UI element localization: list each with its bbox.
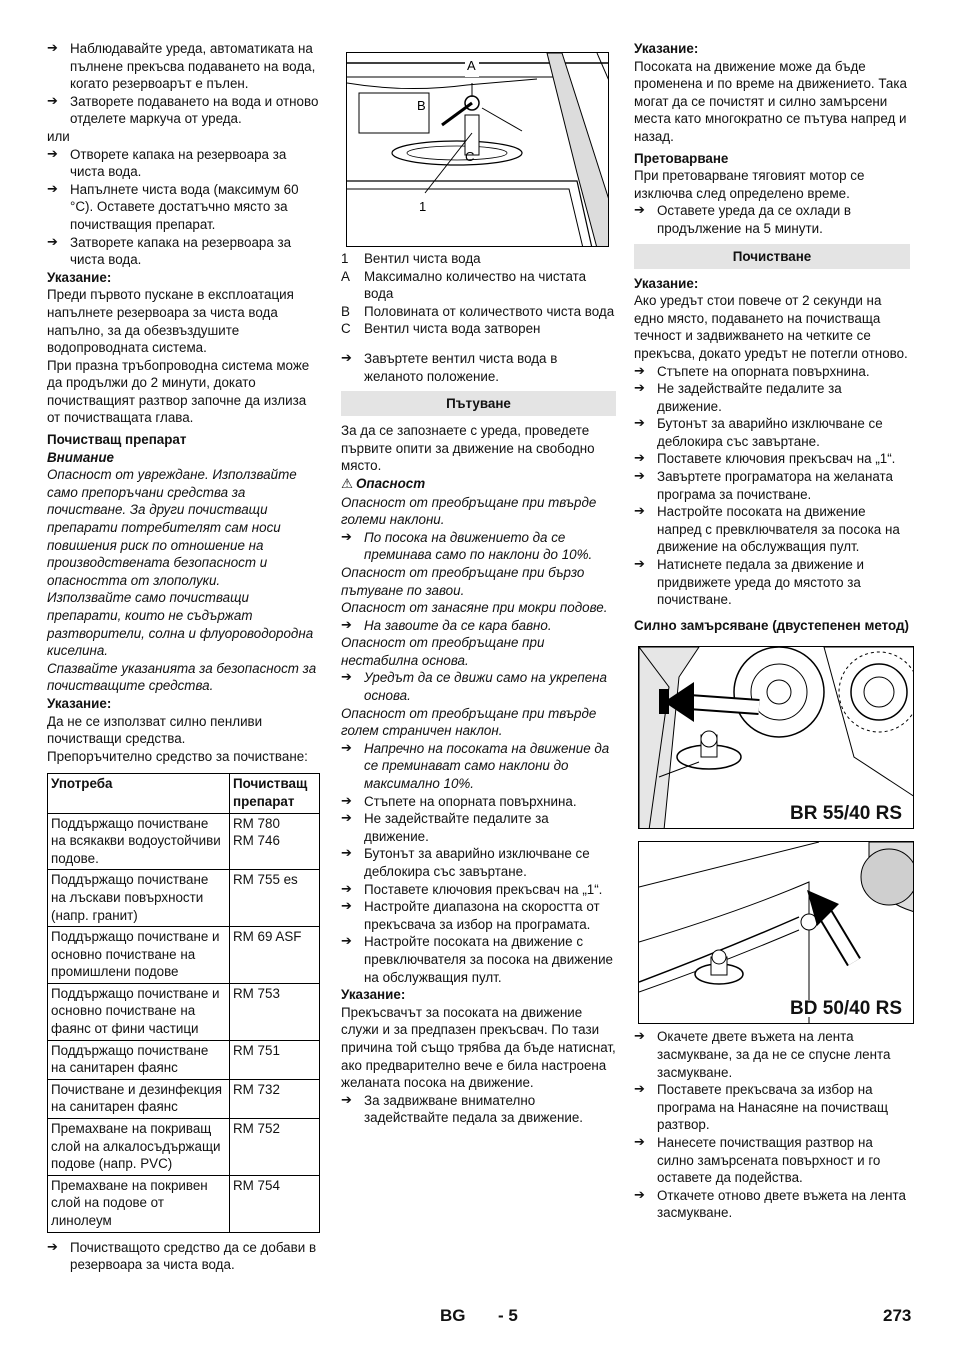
step: ➔ За задвижване внимателно задействайте педала за движение. — [341, 1092, 616, 1127]
travel-intro: За да се запознаете с уреда, проведете първите опити за движение на свободно място. — [341, 423, 595, 474]
note-label: Указание: — [47, 269, 112, 285]
danger-text: Опасност от преобръщане при нестабилна основа. — [341, 635, 545, 668]
legend-value: Половината от количеството чиста вода — [364, 303, 615, 319]
figure-br-55-40 — [638, 646, 914, 829]
caution-text: Спазвайте указанията за безопасност за почистващите средства. — [47, 660, 317, 694]
danger-step: ➔ Уредът да се движи само на укрепена основа. — [341, 669, 616, 704]
table-row — [48, 813, 320, 870]
step: ➔ Не задействайте педалите за движение. — [341, 810, 616, 845]
detergent-cell: RM 69 ASF — [230, 927, 320, 984]
note-text: Прекъсвачът за посоката на движение служи и за предпазен прекъсвач. По тази причина той също трябва да бъде натиснат, ако предварително вече е била настроена желаната посока на движение. — [341, 1004, 616, 1091]
note-text: Преди първото пускане в експлоатация напълнете резервоара за чиста вода напълно, за да обезвъздушите водопроводната система. — [47, 287, 294, 356]
danger-text: Опасност от преобръщане при твърде големи наклони. — [341, 494, 597, 528]
usage-cell: Поддържащо почистване на всякакви водоустойчиви подове. — [48, 813, 230, 870]
usage-cell: Премахване на покривен слой на подове от линолеум — [48, 1175, 230, 1232]
step: ➔ Оставете уреда да се охлади в продължение на 5 минути. — [634, 202, 910, 237]
valve-figure — [346, 52, 609, 247]
note-text: Препоръчително средство за почистване: — [47, 748, 308, 764]
model-label: BD 50/40 RS — [787, 1000, 905, 1018]
note-text: При празна тръбопроводна система може да продължи до 2 минути, докато почистващият разтвор започне да излиза от почистващата глава. — [47, 357, 310, 426]
step: ➔ Напълнете чиста вода (максимум 60 °C). Оставете достатъчно място за почистващия препарат. — [47, 181, 320, 234]
step: ➔ Настройте посоката на движение с превключвателя за посока на движение на обслужващия пулт. — [341, 933, 616, 986]
label-1: 1 — [419, 199, 427, 214]
table-row — [48, 983, 320, 1040]
note-label: Указание: — [47, 695, 112, 711]
section-heading-travel: Пътуване — [341, 391, 616, 416]
danger-step: ➔ По посока на движението да се преминава само по наклони до 10%. — [341, 529, 616, 564]
step: ➔ Бутонът за аварийно изключване се деблокира със завъртане. — [341, 845, 616, 880]
detergent-cell: RM 754 — [230, 1175, 320, 1232]
step: ➔ Затворете подаването на вода и отново отделете маркуча от уреда. — [47, 93, 320, 128]
caution-label: Внимание — [47, 449, 115, 465]
footer-language: BG — [440, 1306, 466, 1325]
step: ➔ Поставете прекъсвача за избор на програма на Нанасяне на почистващ разтвор. — [634, 1081, 910, 1134]
danger-text: Опасност от преобръщане при бързо пътуване по завои. — [341, 564, 585, 598]
table-row — [48, 870, 320, 927]
legend-item — [341, 268, 616, 303]
detergent-cell: RM 780 RM 746 — [230, 813, 320, 870]
danger-text: Опасност от преобръщане при твърде голем страничен наклон. — [341, 705, 597, 739]
note-label: Указание: — [634, 275, 699, 291]
table-header: Употреба — [48, 774, 230, 813]
caution-text: Опасност от увреждане. Използвайте само препоръчани средства за почистване. За други почистващи препарати потребителят сам носи повишения риск по отношение на производствената безопасност и опасността от злополуки. — [47, 467, 297, 588]
legend-item — [341, 320, 616, 338]
step: ➔ Стъпете на опорната повърхнина. — [634, 363, 910, 381]
detergent-cell: RM 753 — [230, 983, 320, 1040]
footer-page-local: - 5 — [498, 1306, 518, 1325]
legend-item — [341, 303, 616, 321]
legend-item — [341, 250, 616, 268]
or-text: или — [47, 128, 70, 144]
step: ➔ Завъртете програматора на желаната програма за почистване. — [634, 468, 910, 503]
table-header: Почистващ препарат — [230, 774, 320, 813]
note-text: Ако уредът стои повече от 2 секунди на едно място, подаването на почистваща течност и задвижването на четките се прекъсва, докато уредът не потегли отново. — [634, 293, 908, 361]
step: ➔ Почистващото средство да се добави в резервоара за чиста вода. — [47, 1239, 320, 1274]
section-heading-cleaning: Почистване — [634, 244, 910, 269]
danger-label: ⚠ Опасност — [341, 475, 426, 492]
step: ➔ Затворете капака на резервоара за чиста вода. — [47, 234, 320, 269]
section-heading: Почистващ препарат — [47, 432, 187, 448]
step: ➔ Завъртете вентил чиста вода в желаното положение. — [341, 350, 616, 385]
usage-cell: Поддържащо почистване на лъскави повърхности (напр. гранит) — [48, 870, 230, 927]
legend-value: Максимално количество на чистата вода — [364, 268, 587, 302]
step: ➔ Настройте диапазона на скоростта от прекъсвача за избор на програмата. — [341, 898, 616, 933]
figure-bd-50-40 — [638, 841, 914, 1024]
step: ➔ Окачете двете въжета на лента засмукване, за да не се спусне лента засмукване. — [634, 1028, 910, 1081]
danger-text: Опасност от занасяне при мокри подове. — [341, 600, 608, 616]
column-right — [634, 40, 910, 1222]
label-b: B — [417, 98, 426, 113]
step: ➔ Стъпете на опорната повърхнина. — [341, 793, 616, 811]
table-row — [48, 1119, 320, 1176]
model-label: BR 55/40 RS — [787, 805, 905, 823]
usage-cell: Премахване на покриващ слой на алкалосъдържащи подове (напр. PVC) — [48, 1119, 230, 1176]
column-middle — [341, 40, 616, 1127]
step: ➔ Нанесете почистващия разтвор на силно замърсената повърхност и го оставете да подейства. — [634, 1134, 910, 1187]
note-label: Указание: — [341, 987, 406, 1003]
usage-cell: Поддържащо почистване и основно почистване на фаянс от фини частици — [48, 983, 230, 1040]
step: ➔ Откачете отново двете въжета на лента засмукване. — [634, 1187, 910, 1222]
legend-key: 1 — [341, 251, 349, 266]
detergent-cell: RM 751 — [230, 1040, 320, 1079]
detergent-cell: RM 752 — [230, 1119, 320, 1176]
step: ➔ Настройте посоката на движение напред с превключвателя за посока на движение на обслужващия пулт. — [634, 503, 910, 556]
step: ➔ Поставете ключовия прекъсвач на „1“. — [341, 881, 616, 899]
step: ➔ Поставете ключовия прекъсвач на „1“. — [634, 450, 910, 468]
detergent-cell: RM 755 es — [230, 870, 320, 927]
step: ➔ Отворете капака на резервоара за чиста вода. — [47, 146, 320, 181]
detergent-cell: RM 732 — [230, 1079, 320, 1118]
note-label: Указание: — [634, 41, 699, 56]
step: ➔ Натиснете педала за движение и придвижете уреда до мястото за почистване. — [634, 556, 910, 609]
table-row — [48, 1079, 320, 1118]
danger-step: ➔ На завоите да се кара бавно. — [341, 617, 616, 635]
label-c: C — [465, 149, 475, 164]
note-text: Да не се използват силно пенливи почистващи средства. — [47, 713, 263, 747]
table-row — [48, 1040, 320, 1079]
legend-key: A — [341, 268, 350, 284]
legend-value: Вентил чиста вода — [364, 251, 481, 266]
legend-value: Вентил чиста вода затворен — [364, 321, 541, 337]
step: ➔ Не задействайте педалите за движение. — [634, 380, 910, 415]
column-left — [47, 40, 320, 1274]
footer-page-number: 273 — [883, 1306, 912, 1325]
caution-text: Използвайте само почистващи препарати, които не съдържат разтворители, солна и флуороводородна киселина. — [47, 590, 314, 659]
valve-illustration — [347, 53, 609, 247]
legend-key: B — [341, 303, 350, 319]
detergent-table — [47, 773, 320, 1232]
note-text: Посоката на движение може да бъде променена и по време на движението. Така могат да се почистят и силно замърсени места като многократно се пътува напред и назад. — [634, 58, 907, 144]
overload-text: При претоварване тяговият мотор се изключва след определено време. — [634, 168, 865, 201]
step: ➔ Бутонът за аварийно изключване се деблокира със завъртане. — [634, 415, 910, 450]
warning-triangle-icon: ⚠ — [341, 476, 354, 492]
section-heading: Претоварване — [634, 150, 729, 166]
table-row — [48, 1175, 320, 1232]
figure-legend — [341, 250, 616, 338]
legend-key: C — [341, 321, 351, 337]
section-heading: Силно замърсяване (двустепенен метод) — [634, 617, 910, 633]
table-row — [48, 927, 320, 984]
usage-cell: Поддържащо почистване на санитарен фаянс — [48, 1040, 230, 1079]
usage-cell: Поддържащо почистване и основно почистване на промишлени подове — [48, 927, 230, 984]
label-a: A — [467, 58, 476, 73]
step: ➔ Наблюдавайте уреда, автоматиката на пълнене прекъсва подаването на вода, когато резервоарът е пълен. — [47, 40, 320, 93]
danger-step: ➔ Напречно на посоката на движение да се преминават само наклони до максимално 10%. — [341, 740, 616, 793]
usage-cell: Почистване и дезинфекция на санитарен фаянс — [48, 1079, 230, 1118]
